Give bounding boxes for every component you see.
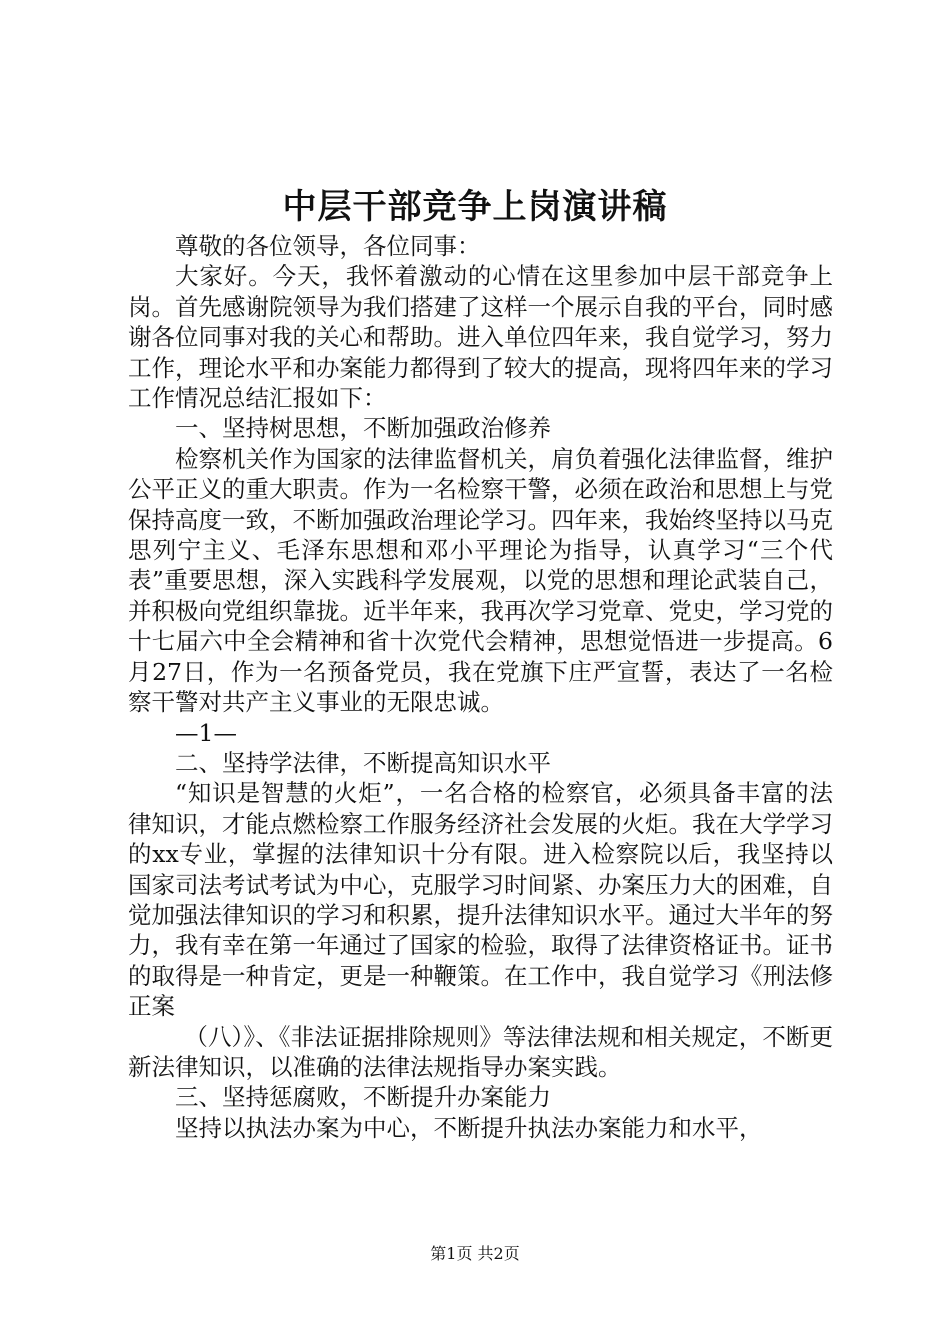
section-2-continued-paragraph: （八）》、《非法证据排除规则》等法律法规和相关规定，不断更新法律知识，以准确的法律法规指导办案实践。 — [128, 1022, 833, 1081]
section-heading-1: 一、坚持树思想，不断加强政治修养 — [175, 414, 551, 443]
inline-page-marker: —1— — [175, 718, 237, 747]
section-heading-3: 三、坚持惩腐败，不断提升办案能力 — [175, 1083, 551, 1112]
salutation-paragraph: 尊敬的各位领导，各位同事： — [175, 232, 481, 260]
opening-paragraph: 大家好。今天，我怀着激动的心情在这里参加中层干部竞争上岗。首先感谢院领导为我们搭建了这样一个展示自我的平台，同时感谢各位同事对我的关心和帮助。进入单位四年来，我自觉学习，努力工作，理论水平和办案能力都得到了较大的提高，现将四年来的学习工作情况总结汇报如下： — [128, 262, 833, 413]
section-1-paragraph: 检察机关作为国家的法律监督机关，肩负着强化法律监督，维护公平正义的重大职责。作为一名检察干警，必须在政治和思想上与党保持高度一致，不断加强政治理论学习。四年来，我始终坚持以马克思列宁主义、毛泽东思想和邓小平理论为指导，认真学习“三个代表”重要思想，深入实践科学发展观，以党的思想和理论武装自己，并积极向党组织靠拢。近半年来，我再次学习党章、党史，学习党的十七届六中全会精神和省十次党代会精神，思想觉悟进一步提高。6月27日，作为一名预备党员，我在党旗下庄严宣誓，表达了一名检察干警对共产主义事业的无限忠诚。 — [128, 444, 833, 717]
document-title: 中层干部竞争上岗演讲稿 — [282, 187, 668, 227]
section-2-paragraph: “知识是智慧的火炬”，一名合格的检察官，必须具备丰富的法律知识，才能点燃检察工作服务经济社会发展的火炬。我在大学学习的xx专业，掌握的法律知识十分有限。进入检察院以后，我坚持以国家司法考试考试为中心，克服学习时间紧、办案压力大的困难，自觉加强法律知识的学习和积累，提升法律知识水平。通过大半年的努力，我有幸在第一年通过了国家的检验，取得了法律资格证书。证书的取得是一种肯定，更是一种鞭策。在工作中，我自觉学习《刑法修正案 — [128, 779, 833, 1021]
section-3-paragraph: 坚持以执法办案为中心，不断提升执法办案能力和水平， — [175, 1113, 763, 1142]
page-footer: 第1页 共2页 — [430, 1244, 520, 1263]
section-heading-2: 二、坚持学法律，不断提高知识水平 — [175, 748, 551, 777]
document-body — [128, 231, 833, 1143]
